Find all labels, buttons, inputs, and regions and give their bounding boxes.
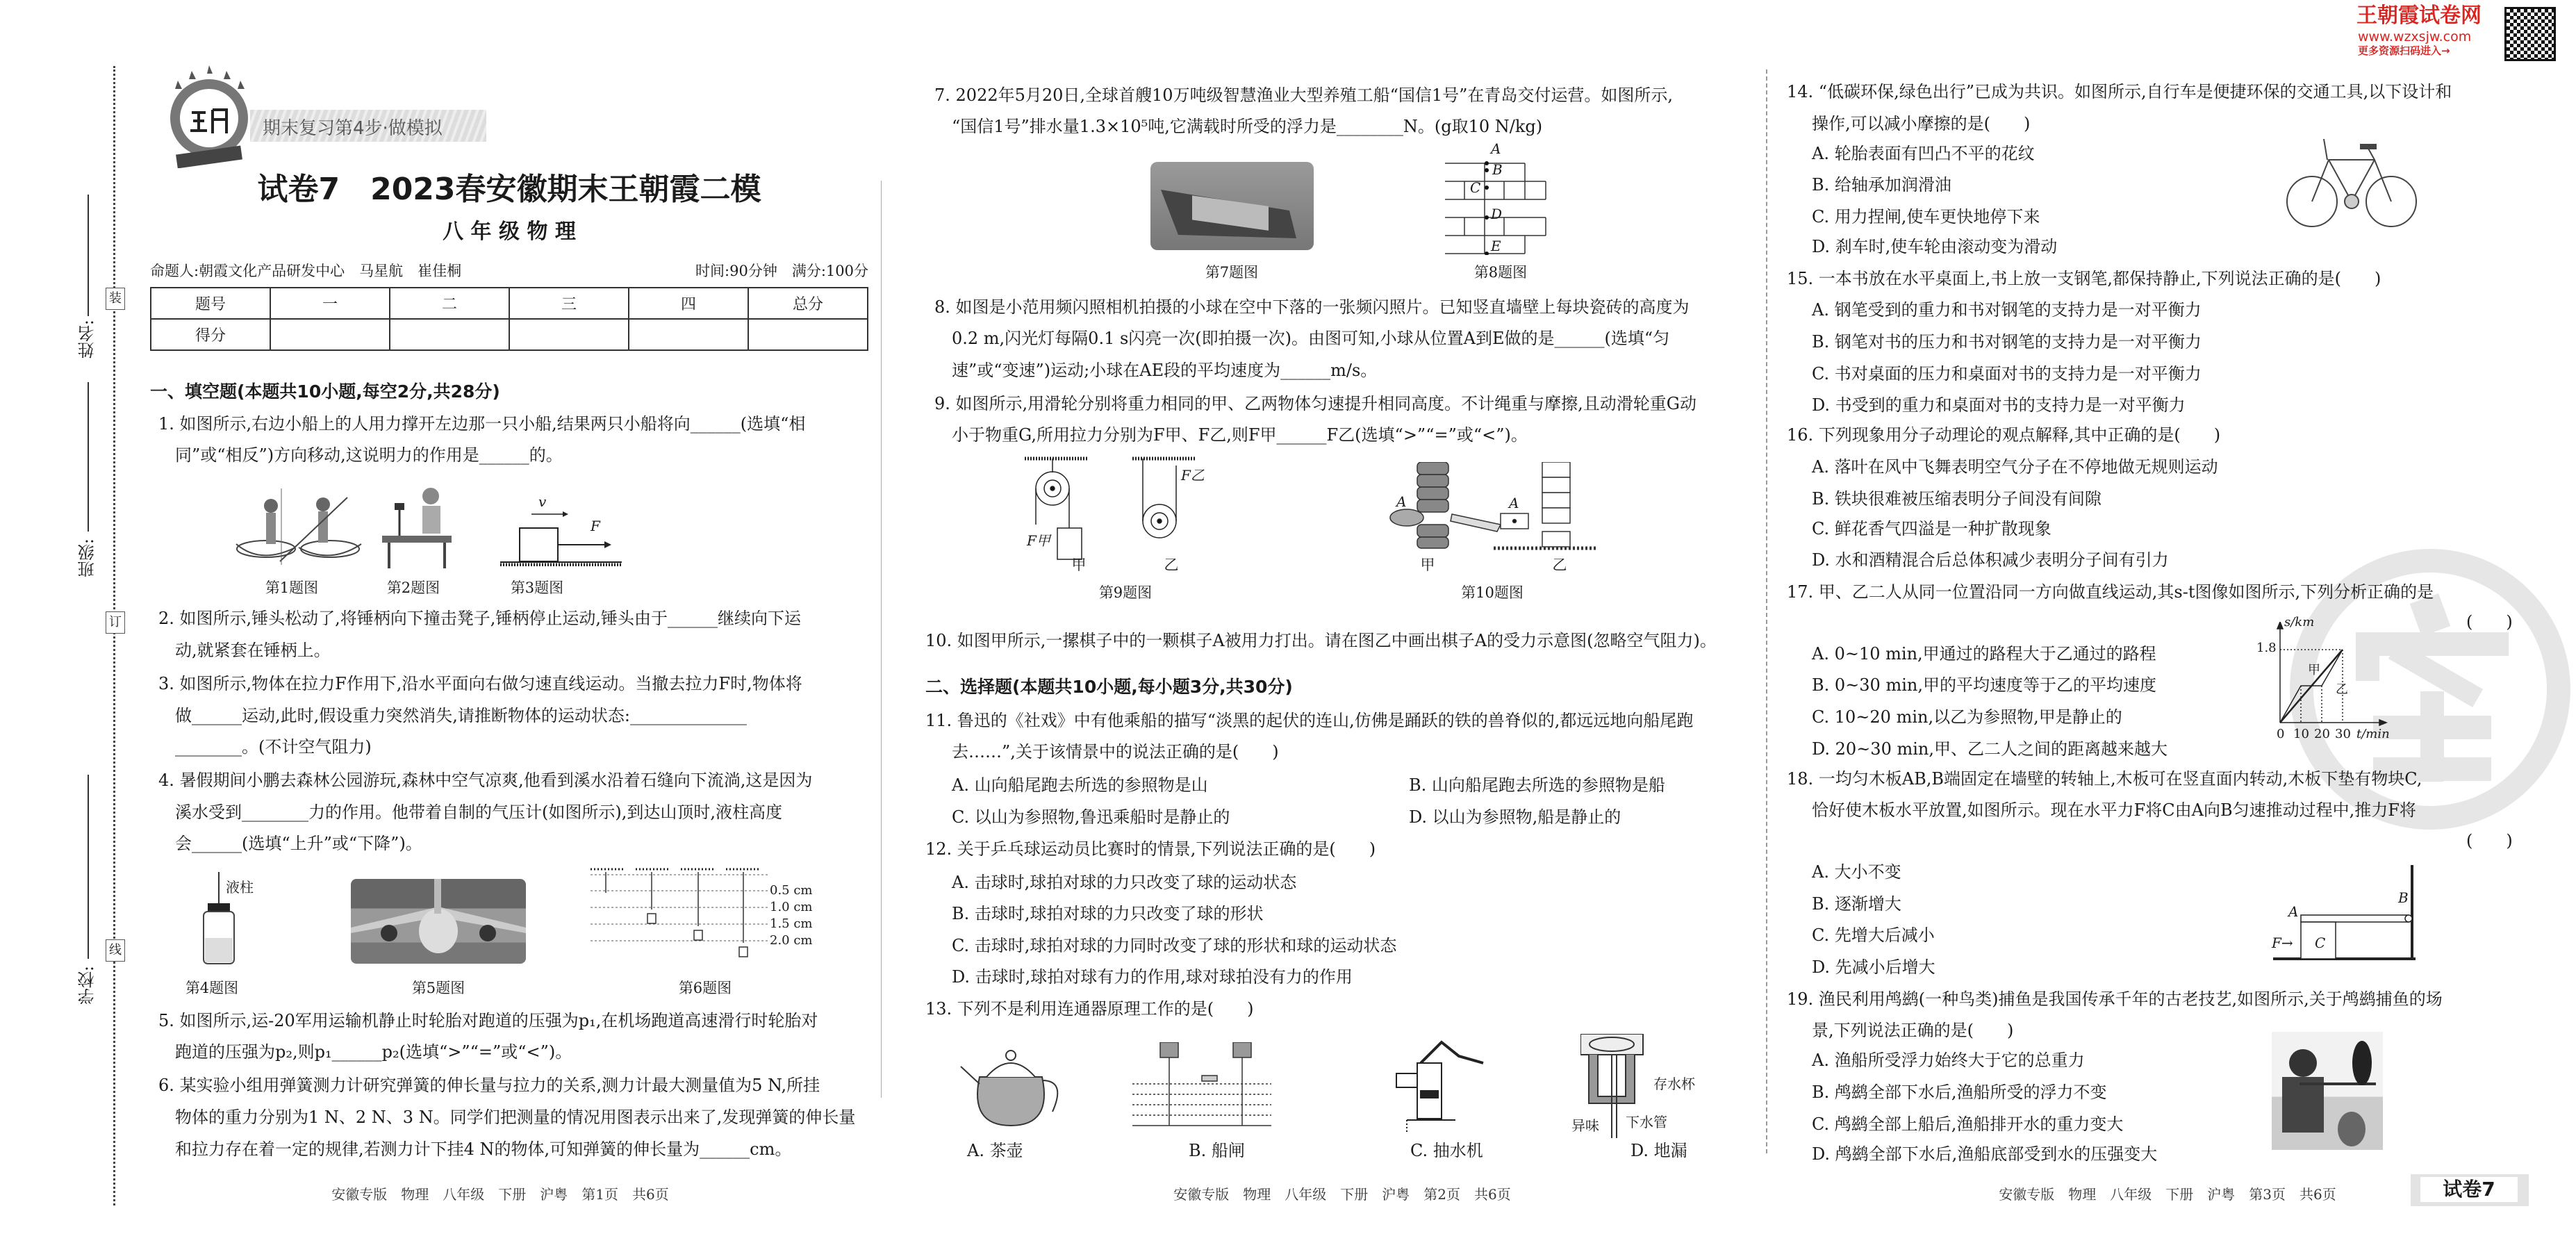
figure-sublabel: 甲	[1071, 557, 1087, 573]
row-label: 得分	[151, 319, 270, 350]
drain-label: 异味	[1571, 1117, 1599, 1134]
spring-mark: 0.5 cm	[770, 883, 813, 898]
page-footer: 安徽专版 物理 八年级 下册 沪粤 第3页 共6页	[1999, 1186, 2336, 1203]
subject-title: 八 年 级 物 理	[443, 220, 576, 244]
seal-char: 装	[106, 288, 125, 310]
table-header: 三	[509, 288, 629, 319]
liquid-column-label: 液柱	[226, 879, 254, 896]
score-cell[interactable]	[748, 319, 868, 350]
figure-cormorant-fishing-photo	[2272, 1032, 2383, 1150]
option-b[interactable]: B. 0~30 min,甲的平均速度等于乙的平均速度	[1812, 675, 2156, 695]
question-line: 4. 暑假期间小鹏去森林公园游玩,森林中空气凉爽,他看到溪水沿着石缝向下流淌,这是因为	[158, 771, 813, 790]
section-heading: 一、填空题(本题共10小题,每空2分,共28分)	[150, 381, 500, 402]
figure-caption: 第1题图	[265, 579, 319, 596]
figure-sublabel: 乙	[1164, 557, 1179, 573]
score-row	[151, 319, 868, 350]
option-d[interactable]: D. 鸬鹚全部下水后,渔船底部受到水的压强变大	[1812, 1144, 2158, 1164]
name-label: 姓名:	[78, 320, 97, 359]
option-d[interactable]: D. 书受到的重力和桌面对书的支持力是一对平衡力	[1812, 395, 2186, 415]
question-line: 17. 甲、乙二人从同一位置沿同一方向做直线运动,其s-t图像如图所示,下列分析正确的是	[1787, 582, 2434, 602]
banner	[250, 110, 486, 142]
option-a[interactable]: A. 轮胎表面有凹凸不平的花纹	[1812, 144, 2035, 163]
score-cell[interactable]	[270, 319, 390, 350]
option-a[interactable]: A. 0~10 min,甲通过的路程大于乙通过的路程	[1812, 644, 2156, 664]
figure-boats	[233, 485, 365, 571]
option-b[interactable]: B. 鸬鹚全部下水后,渔船所受的浮力不变	[1812, 1083, 2107, 1102]
question-line: 物体的重力分别为1 N、2 N、3 N。同学们把测量的情况用图表示出来了,发现弹簧的伸长量	[175, 1108, 856, 1127]
option-c[interactable]: C. 鲜花香气四溢是一种扩散现象	[1812, 519, 2051, 538]
question-line: 做______运动,此时,假设重力突然消失,请推断物体的运动状态:______________	[175, 706, 747, 725]
option-a[interactable]: A. 茶壶	[967, 1141, 1023, 1160]
figure-springs	[591, 865, 771, 972]
figure-st-graph	[2272, 622, 2390, 736]
question-line: 0.2 m,闪光灯每隔0.1 s闪亮一次(即拍摄一次)。由图可知,小球从位置A到E做的是______(选填“匀	[952, 329, 1670, 348]
force-label: F	[591, 518, 600, 534]
force-label: F乙	[1181, 467, 1205, 484]
figure-caption: 第6题图	[678, 980, 732, 996]
question-line: 10. 如图甲所示,一摞棋子中的一颗棋子A被用力打出。请在图乙中画出棋子A的受力示意图(忽略空气阻力)。	[925, 631, 1717, 650]
x-tick: 20	[2314, 727, 2330, 741]
question-line: 2. 如图所示,锤头松动了,将锤柄向下撞击凳子,锤柄停止运动,锤头由于______继续向下运	[158, 609, 802, 628]
figure-caption: 第8题图	[1473, 264, 1528, 281]
option-b[interactable]: B. 逐渐增大	[1812, 894, 1901, 914]
figure-block-force	[500, 504, 625, 569]
question-line: 小于物重G,所用拉力分别为F甲、F乙,则F甲______F乙(选填“>”“=”或“<”)。	[952, 425, 1528, 445]
figure-caption: 第2题图	[386, 579, 440, 596]
point-label: C	[1470, 179, 1481, 196]
option-d[interactable]: D. 先减小后增大	[1812, 957, 1935, 977]
option-b[interactable]: B. 山向船尾跑去所选的参照物是船	[1409, 775, 1665, 795]
page-footer: 安徽专版 物理 八年级 下册 沪粤 第2页 共6页	[1173, 1186, 1511, 1203]
school-field-line[interactable]	[88, 775, 89, 959]
option-c[interactable]: C. 击球时,球拍对球的力同时改变了球的形状和球的运动状态	[952, 936, 1397, 955]
force-f: F→	[2272, 935, 2293, 951]
option-c[interactable]: C. 抽水机	[1410, 1141, 1483, 1160]
brand-hint: 更多资源扫码进入→	[2358, 44, 2450, 57]
score-table	[150, 287, 868, 351]
point-label: D	[1491, 206, 1503, 222]
table-header: 总分	[748, 288, 868, 319]
binding-line	[113, 66, 115, 1205]
question-line: 恰好使木板水平放置,如图所示。现在水平力F将C由A向B匀速推动过程中,推力F将	[1812, 800, 2416, 820]
figure-ship-photo	[1150, 162, 1314, 250]
option-d[interactable]: D. 20~30 min,甲、乙二人之间的距离越来越大	[1812, 739, 2168, 759]
question-line: 速”或“变速”)运动;小球在AE段的平均速度为______m/s。	[952, 361, 1378, 380]
option-b[interactable]: B. 铁块很难被压缩表明分子间没有间隙	[1812, 489, 2102, 509]
question-line: 溪水受到________力的作用。他带着自制的气压计(如图所示),到达山顶时,液柱高度	[175, 802, 782, 822]
figure-ship-lock	[1132, 1042, 1271, 1135]
figure-caption: 第5题图	[411, 980, 465, 996]
figure-caption: 第9题图	[1098, 584, 1153, 601]
velocity-label: v	[538, 493, 547, 510]
page-title: 试卷7 2023春安徽期末王朝霞二模	[257, 172, 761, 207]
question-line: 7. 2022年5月20日,全球首艘10万吨级智慧渔业大型养殖工船“国信1号”在青岛交付运营。如图所示,	[934, 85, 1674, 105]
figure-teapot	[955, 1046, 1066, 1132]
x-tick: 10	[2293, 727, 2309, 741]
figure-sublabel: 乙	[1552, 557, 1567, 573]
drain-label: 存水杯	[1653, 1076, 1695, 1092]
page-divider	[881, 181, 882, 1098]
question-line: ________。(不计空气阻力)	[175, 737, 372, 757]
banner-text: 期末复习第4步·做模拟	[263, 118, 443, 139]
answer-paren[interactable]: ( )	[2466, 831, 2513, 850]
spring-mark: 1.5 cm	[770, 916, 813, 931]
option-b[interactable]: B. 给轴承加润滑油	[1812, 175, 1951, 195]
figure-water-pump	[1379, 1035, 1497, 1135]
class-field-line[interactable]	[88, 382, 89, 532]
question-line: 1. 如图所示,右边小船上的人用力撑开左边那一只小船,结果两只小船将向______(选填“相	[158, 414, 806, 434]
score-cell[interactable]	[629, 319, 748, 350]
board-end-b: B	[2398, 889, 2409, 906]
question-line: 19. 渔民利用鸬鹚(一种鸟类)捕鱼是我国传承千年的古老技艺,如图所示,关于鸬鹚捕鱼的场	[1787, 989, 2443, 1009]
series-label-yi: 乙	[2336, 682, 2348, 697]
question-line: 去……”,关于该情景中的说法正确的是( )	[952, 742, 1279, 762]
option-a[interactable]: A. 山向船尾跑去所选的参照物是山	[952, 775, 1208, 795]
figure-chess-pieces	[1389, 462, 1598, 554]
option-a[interactable]: A. 击球时,球拍对球的力只改变了球的运动状态	[952, 873, 1297, 892]
piece-label: A	[1396, 493, 1407, 510]
option-c[interactable]: C. 用力捏闸,使车更快地停下来	[1812, 207, 2040, 227]
page-footer: 安徽专版 物理 八年级 下册 沪粤 第1页 共6页	[331, 1186, 669, 1203]
option-a[interactable]: A. 钢笔受到的重力和书对钢笔的支持力是一对平衡力	[1812, 300, 2202, 320]
option-d[interactable]: D. 击球时,球拍对球有力的作用,球对球拍没有力的作用	[952, 967, 1353, 987]
question-line: 同”或“相反”)方向移动,这说明力的作用是______的。	[175, 445, 563, 465]
point-label: E	[1491, 238, 1501, 254]
option-d[interactable]: D. 刹车时,使车轮由滚动变为滑动	[1812, 237, 2058, 256]
option-a[interactable]: A. 落叶在风中飞舞表明空气分子在不停地做无规则运动	[1812, 457, 2218, 477]
y-tick: 1.8	[2256, 641, 2277, 655]
option-a[interactable]: A. 大小不变	[1812, 862, 1901, 882]
figure-aircraft-photo	[351, 879, 526, 964]
class-label: 班级:	[78, 538, 97, 578]
x-tick: 30	[2335, 727, 2351, 741]
question-line: 9. 如图所示,用滑轮分别将重力相同的甲、乙两物体匀速提升相同高度。不计绳重与摩擦,且动滑轮重G动	[934, 394, 1696, 413]
question-line: 6. 某实验小组用弹簧测力计研究弹簧的伸长量与拉力的关系,测力计最大测量值为5 N,所挂	[158, 1076, 820, 1095]
option-c[interactable]: C. 书对桌面的压力和桌面对书的支持力是一对平衡力	[1812, 364, 2202, 384]
option-a[interactable]: A. 渔船所受浮力始终大于它的总重力	[1812, 1051, 2085, 1070]
force-label: F甲	[1027, 532, 1050, 549]
option-c[interactable]: C. 鸬鹚全部上船后,渔船排开水的重力变大	[1812, 1114, 2124, 1134]
table-header: 一	[270, 288, 390, 319]
point-label: B	[1492, 161, 1503, 178]
option-b[interactable]: B. 钢笔对书的压力和书对钢笔的支持力是一对平衡力	[1812, 332, 2202, 352]
block-c: C	[2315, 935, 2326, 951]
option-c[interactable]: C. 以山为参照物,鲁迅乘船时是静止的	[952, 807, 1230, 827]
question-line: 跑道的压强为p₂,则p₁______p₂(选填“>”“=”或“<”)。	[175, 1042, 572, 1062]
question-line: 操作,可以减小摩擦的是( )	[1812, 114, 2031, 133]
brand-url[interactable]: www.wzxsjw.com	[2358, 29, 2472, 44]
question-line: 11. 鲁迅的《社戏》中有他乘船的描写“淡黑的起伏的连山,仿佛是踊跃的铁的兽脊似的,都远远地向船尾跑	[925, 711, 1694, 730]
question-line: 14. “低碳环保,绿色出行”已成为共识。如图所示,自行车是便捷环保的交通工具,以下设计和	[1787, 82, 2452, 101]
option-d[interactable]: D. 水和酒精混合后总体积减少表明分子间有引力	[1812, 550, 2169, 570]
time-score: 时间:90分钟 满分:100分	[695, 263, 868, 279]
option-c[interactable]: C. 先增大后减小	[1812, 925, 1935, 945]
option-d[interactable]: D. 以山为参照物,船是静止的	[1409, 807, 1621, 827]
table-header: 题号	[151, 288, 270, 319]
question-line: “国信1号”排水量1.3×10⁵吨,它满载时所受的浮力是________N。(g取10 N/kg)	[952, 117, 1543, 136]
piece-label: A	[1509, 495, 1519, 511]
option-d[interactable]: D. 地漏	[1630, 1141, 1687, 1160]
page-divider	[1766, 69, 1767, 1153]
publisher-logo	[164, 64, 254, 171]
question-line: 会______(选填“上升”或“下降”)。	[175, 834, 422, 853]
axis-label-y: s/km	[2284, 615, 2315, 629]
question-line: 和拉力存在着一定的规律,若测力计下挂4 N的物体,可知弹簧的伸长量为______cm。	[175, 1139, 792, 1159]
figure-caption: 第7题图	[1205, 264, 1259, 281]
question-line: 8. 如图是小范用频闪照相机拍摄的小球在空中下落的一张频闪照片。已知竖直墙壁上每块瓷砖的高度为	[934, 297, 1690, 317]
board-end-a: A	[2288, 903, 2299, 920]
figure-hammer	[375, 484, 459, 573]
paper-tab-label: 试卷7	[2420, 1177, 2518, 1202]
table-header: 四	[629, 288, 748, 319]
brand-name: 王朝霞试卷网	[2356, 3, 2482, 28]
series-label-jia: 甲	[2308, 663, 2320, 677]
question-line: 16. 下列现象用分子动理论的观点解释,其中正确的是( )	[1787, 425, 2221, 445]
point-label: A	[1491, 140, 1501, 157]
question-line: 15. 一本书放在水平桌面上,书上放一支钢笔,都保持静止,下列说法正确的是( )	[1787, 269, 2381, 288]
score-header-row	[151, 288, 868, 319]
name-field-line[interactable]	[88, 195, 89, 316]
school-label: 学校:	[78, 966, 97, 1005]
question-line: 3. 如图所示,物体在拉力F作用下,沿水平面向右做匀速直线运动。当撤去拉力F时,物体将	[158, 674, 802, 693]
question-line: 13. 下列不是利用连通器原理工作的是( )	[925, 999, 1254, 1019]
answer-paren[interactable]: ( )	[2466, 612, 2513, 632]
paper-tab	[2411, 1174, 2529, 1206]
authors: 命题人:朝霞文化产品研发中心 马星航 崔佳桐	[150, 263, 462, 279]
score-cell[interactable]	[390, 319, 509, 350]
table-header: 二	[390, 288, 509, 319]
figure-sublabel: 甲	[1420, 557, 1435, 573]
qr-code[interactable]	[2504, 7, 2556, 61]
seal-char: 订	[106, 611, 125, 634]
spring-mark: 2.0 cm	[770, 933, 813, 948]
question-line: 动,就紧套在锤柄上。	[175, 641, 331, 660]
spring-mark: 1.0 cm	[770, 900, 813, 914]
figure-caption: 第3题图	[510, 579, 564, 596]
option-b[interactable]: B. 船闸	[1189, 1141, 1245, 1160]
question-line: 景,下列说法正确的是( )	[1812, 1021, 2014, 1040]
drain-label: 下水管	[1626, 1114, 1667, 1130]
score-cell[interactable]	[509, 319, 629, 350]
question-line: 18. 一均匀木板AB,B端固定在墙壁的转轴上,木板可在竖直面内转动,木板下垫有物块C,	[1787, 769, 2422, 789]
axis-label-x: t/min	[2356, 727, 2390, 741]
figure-bicycle	[2286, 132, 2418, 232]
question-line: 12. 关于乒乓球运动员比赛时的情景,下列说法正确的是( )	[925, 839, 1376, 859]
option-b[interactable]: B. 击球时,球拍对球的力只改变了球的形状	[952, 904, 1264, 923]
option-c[interactable]: C. 10~20 min,以乙为参照物,甲是静止的	[1812, 707, 2122, 727]
question-line: 5. 如图所示,运-20军用运输机静止时轮胎对跑道的压强为p₁,在机场跑道高速滑行时轮胎对	[158, 1011, 818, 1030]
figure-caption: 第10题图	[1461, 584, 1524, 601]
seal-char: 线	[106, 939, 125, 962]
section-heading: 二、选择题(本题共10小题,每小题3分,共30分)	[925, 677, 1293, 697]
x-tick: 0	[2277, 727, 2285, 741]
figure-caption: 第4题图	[185, 980, 239, 996]
